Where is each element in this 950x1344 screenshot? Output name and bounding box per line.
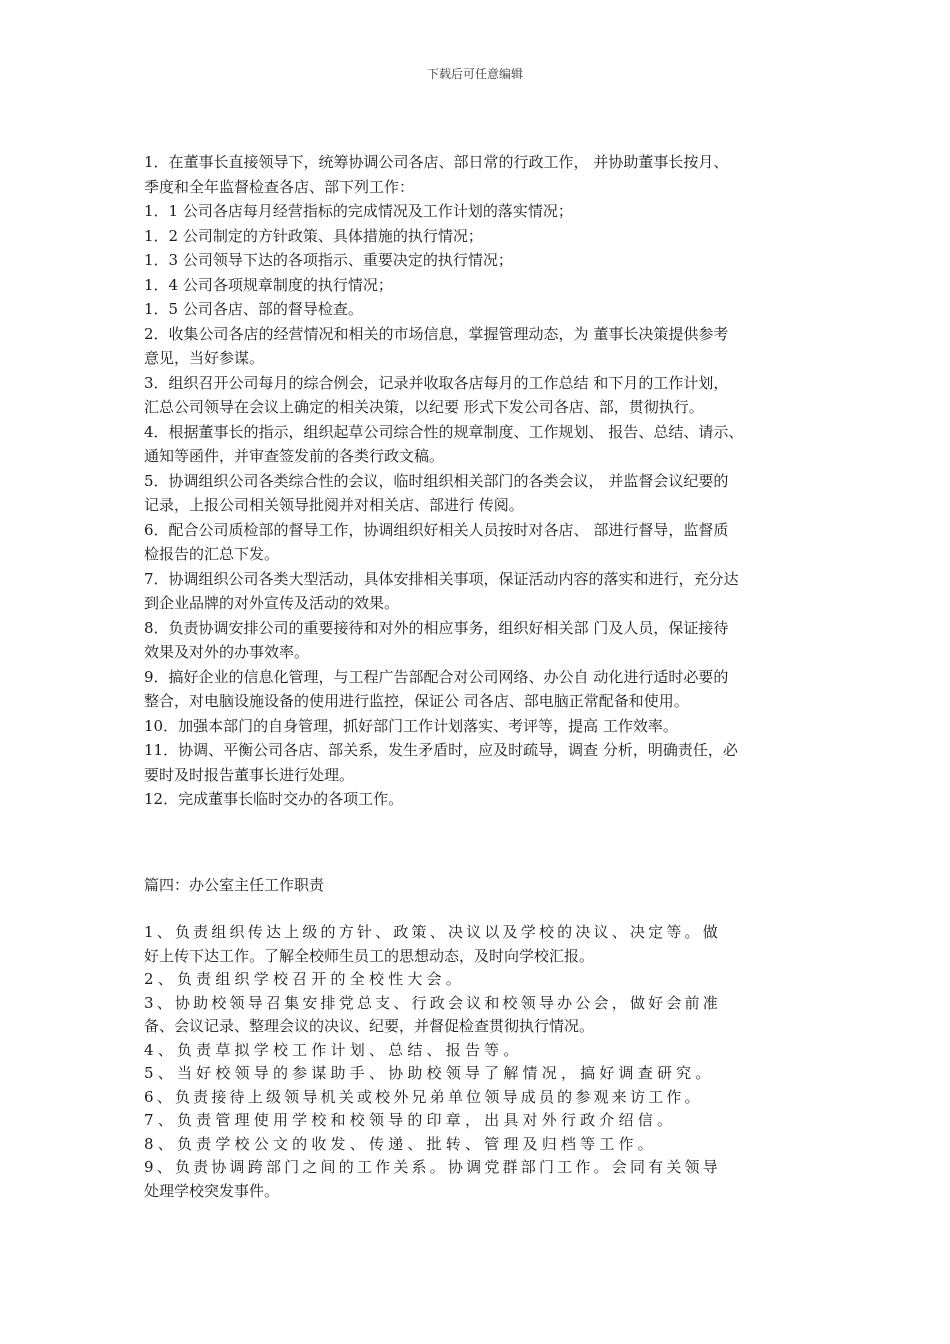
page-header: 下载后可任意编辑 xyxy=(426,67,523,81)
text-line: 1．5 公司各店、部的督导检查。 xyxy=(144,300,363,318)
text-line: 5、当好校领导的参谋助手、协助校领导了解情况，搞好调查研究。 xyxy=(144,1064,715,1082)
text-line: 9、负责协调跨部门之间的工作关系。协调党群部门工作。会同有关领导 xyxy=(144,1158,721,1176)
text-line: 记录，上报公司相关领导批阅并对相关店、部进行 传阅。 xyxy=(144,496,524,514)
office-director-duties xyxy=(144,921,814,1203)
text-line: 季度和全年监督检查各店、部下列工作： xyxy=(144,177,415,196)
text-line: 9．搞好企业的信息化管理，与工程广告部配合对公司网络、办公自 动化进行适时必要的 xyxy=(144,667,729,686)
text-line: 7、负责管理使用学校和校领导的印章，出具对外行政介绍信。 xyxy=(144,1111,677,1129)
text-line: 3．组织召开公司每月的综合例会，记录并收取各店每月的工作总结 和下月的工作计划， xyxy=(144,373,729,392)
text-line: 要时及时报告董事长进行处理。 xyxy=(144,765,355,784)
text-line: 到企业品牌的对外宣传及活动的效果。 xyxy=(144,594,400,612)
text-line: 10．加强本部门的自身管理，抓好部门工作计划落实、考评等，提高 工作效率。 xyxy=(144,716,678,735)
text-line: 12．完成董事长临时交办的各项工作。 xyxy=(144,790,404,808)
text-line: 5．协调组织公司各类综合性的会议，临时组织相关部门的各类会议， 并监督会议纪要的 xyxy=(144,471,729,490)
text-line: 8、负责学校公文的收发、传递、批转、管理及归档等工作。 xyxy=(144,1134,657,1153)
text-line: 检报告的汇总下发。 xyxy=(144,545,280,563)
text-line: 6、负责接待上级领导机关或校外兄弟单位领导成员的参观来访工作。 xyxy=(144,1087,703,1106)
text-line: 1．在董事长直接领导下，统筹协调公司各店、部日常的行政工作， 并协助董事长按月、 xyxy=(144,153,729,171)
text-line: 效果及对外的办事效率。 xyxy=(144,643,310,661)
section-title: 篇四：办公室主任工作职责 xyxy=(144,876,325,894)
text-line: 2、负责组织学校召开的全校性大会。 xyxy=(144,970,465,988)
text-line: 备、会议记录、整理会议的决议、纪要，并督促检查贯彻执行情况。 xyxy=(144,1017,595,1035)
text-line: 7．协调组织公司各类大型活动，具体安排相关事项，保证活动内容的落实和进行，充分达 xyxy=(144,569,739,588)
text-line: 2．收集公司各店的经营情况和相关的市场信息，掌握管理动态，为 董事长决策提供参考 xyxy=(144,324,729,343)
text-line: 处理学校突发事件。 xyxy=(144,1181,280,1200)
text-line: 3、协助校领导召集安排党总支、行政会议和校领导办公会，做好会前准 xyxy=(144,993,721,1012)
text-line: 1．1 公司各店每月经营指标的完成情况及工作计划的落实情况； xyxy=(144,202,573,220)
text-line: 1、负责组织传达上级的方针、政策、决议以及学校的决议、决定等。做 xyxy=(144,923,721,941)
text-line: 4．根据董事长的指示，组织起草公司综合性的规章制度、工作规划、 报告、总结、请示、 xyxy=(144,422,744,441)
text-line: 意见，当好参谋。 xyxy=(144,349,265,367)
text-line: 1．3 公司领导下达的各项指示、重要决定的执行情况； xyxy=(144,251,513,269)
text-line: 4、负责草拟学校工作计划、总结、报告等。 xyxy=(144,1040,523,1059)
text-line: 11．协调、平衡公司各店、部关系，发生矛盾时，应及时疏导，调查 分析，明确责任，必 xyxy=(144,741,738,759)
duties-section xyxy=(144,150,814,812)
text-line: 1．2 公司制定的方针政策、具体措施的执行情况； xyxy=(144,226,483,245)
text-line: 整合，对电脑设施设备的使用进行监控，保证公 司各店、部电脑正常配备和使用。 xyxy=(144,692,689,710)
text-line: 6．配合公司质检部的督导工作，协调组织好相关人员按时对各店、 部进行督导，监督质 xyxy=(144,520,729,539)
text-line: 好上传下达工作。了解全校师生员工的思想动态，及时向学校汇报。 xyxy=(144,946,595,965)
text-line: 8．负责协调安排公司的重要接待和对外的相应事务，组织好相关部 门及人员，保证接待 xyxy=(144,618,729,637)
text-line: 通知等函件，并审查签发前的各类行政文稿。 xyxy=(144,447,445,465)
text-line: 汇总公司领导在会议上确定的相关决策，以纪要 形式下发公司各店、部，贯彻执行。 xyxy=(144,398,704,416)
text-line: 1．4 公司各项规章制度的执行情况； xyxy=(144,275,393,294)
